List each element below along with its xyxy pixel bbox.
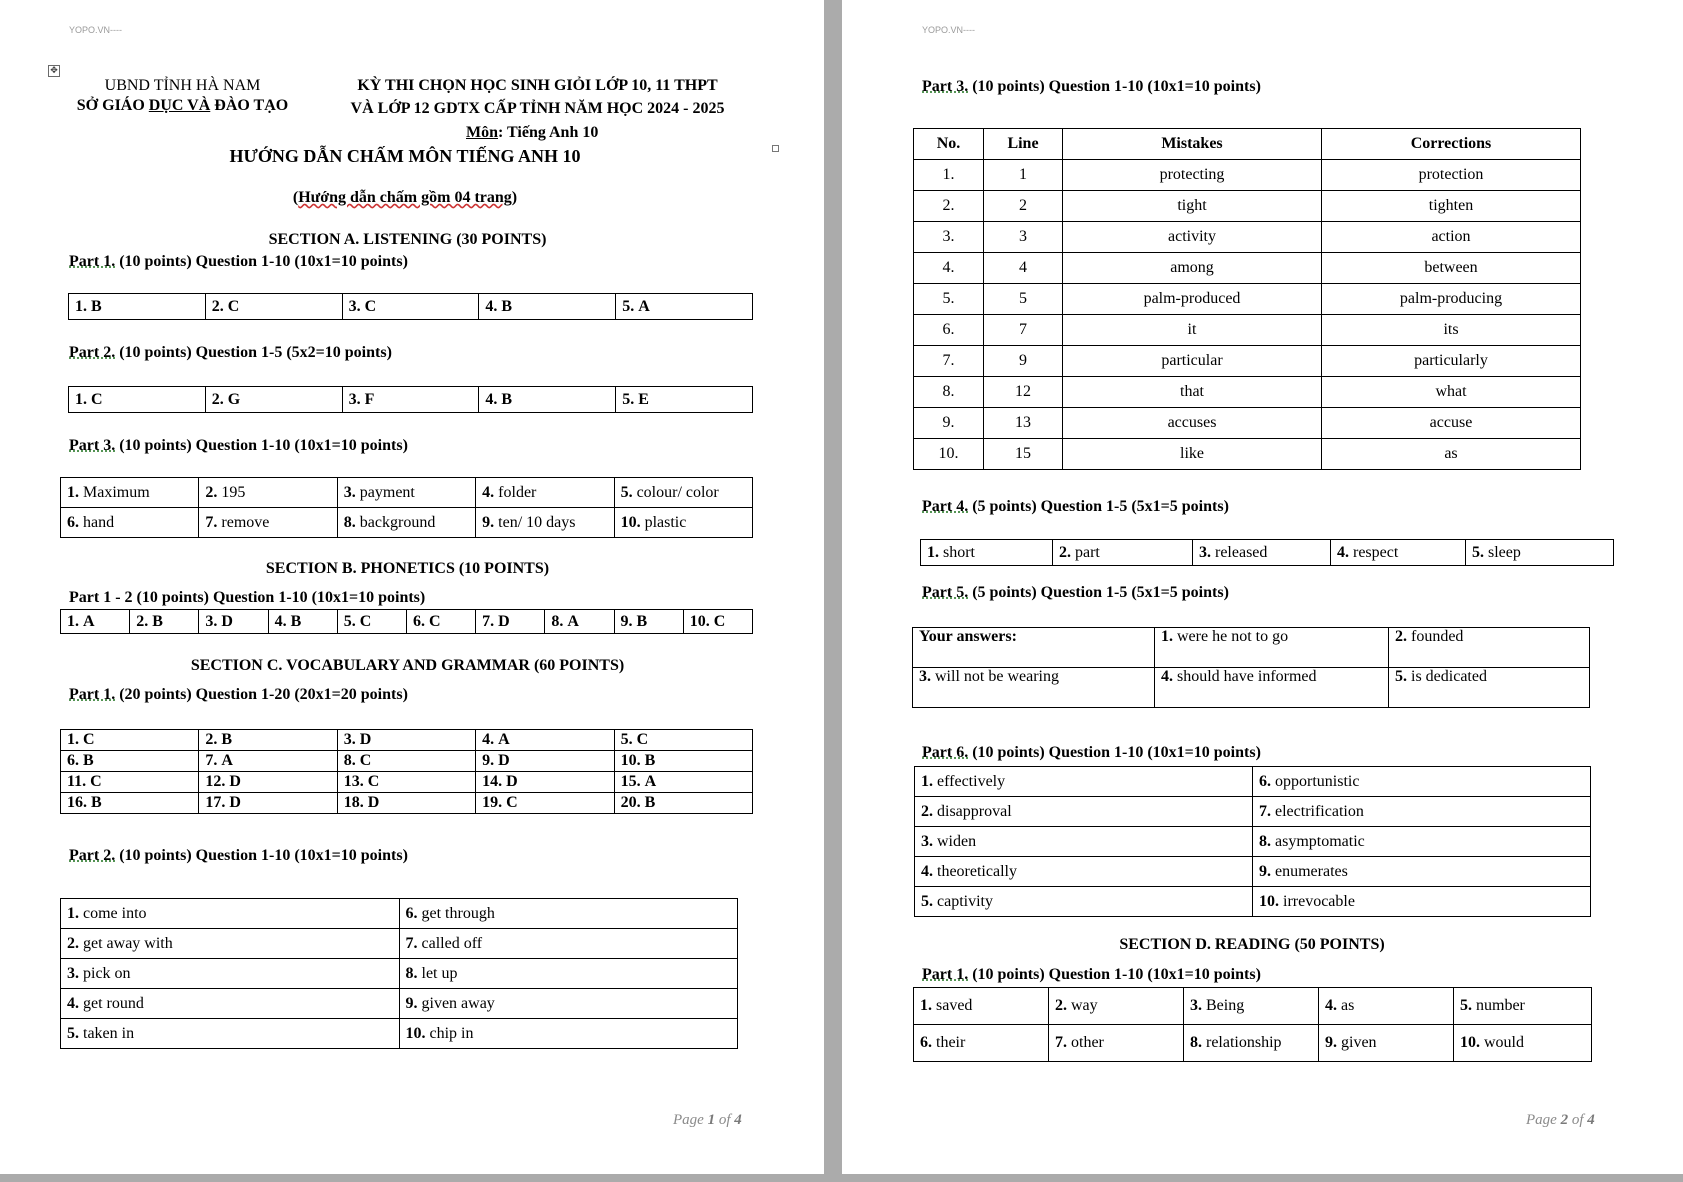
answer-cell: 9. given — [1319, 1025, 1454, 1062]
answer-cell: 5. sleep — [1466, 540, 1614, 566]
answer-cell: 5. number — [1454, 988, 1592, 1025]
table-row — [914, 284, 1581, 315]
table-row — [914, 439, 1581, 470]
section-a-part1-heading: Part 1. (10 points) Question 1-10 (10x1=10 points) — [69, 253, 408, 270]
section-b-heading: SECTION B. PHONETICS (10 POINTS) — [265, 560, 550, 577]
cell-no: 8. — [914, 377, 984, 408]
answer-cell: 2. founded — [1389, 628, 1590, 668]
answer-cell: 10. plastic — [614, 508, 752, 538]
cell-correction: particularly — [1322, 346, 1581, 377]
anchor-marker — [772, 145, 779, 152]
cell-no: 1. — [914, 160, 984, 191]
section-c-heading: SECTION C. VOCABULARY AND GRAMMAR (60 POINTS) — [190, 657, 625, 674]
column-header: Mistakes — [1063, 129, 1322, 160]
section-c-part6-heading: Part 6. (10 points) Question 1-10 (10x1=10 points) — [922, 744, 1261, 761]
answer-cell: 8. background — [337, 508, 475, 538]
section-c-part6-answers — [914, 766, 1591, 917]
answer-cell: 18. D — [337, 793, 475, 814]
answer-cell: 8. asymptomatic — [1253, 827, 1591, 857]
answer-cell: 9. given away — [399, 989, 738, 1019]
answer-cell: 5. C — [614, 730, 752, 751]
answer-cell: 6. B — [61, 751, 199, 772]
cell-correction: between — [1322, 253, 1581, 284]
answer-cell: 4. B — [479, 387, 616, 413]
answer-cell: 6. their — [914, 1025, 1049, 1062]
cell-correction: as — [1322, 439, 1581, 470]
answer-cell: 2. get away with — [61, 929, 400, 959]
answer-cell: 6. opportunistic — [1253, 767, 1591, 797]
section-a-part1-answers — [68, 293, 753, 320]
answer-cell: 10. would — [1454, 1025, 1592, 1062]
answer-cell: 1. effectively — [915, 767, 1253, 797]
section-a-part2-heading: Part 2. (10 points) Question 1-5 (5x2=10 points) — [69, 344, 392, 361]
answer-cell: 15. A — [614, 772, 752, 793]
answer-cell: 5. is dedicated — [1389, 668, 1590, 708]
answer-cell: 7. called off — [399, 929, 738, 959]
cell-mistake: like — [1063, 439, 1322, 470]
org-name-line1: UBND TỈNH HÀ NAM — [104, 77, 261, 94]
answer-cell: 5. E — [616, 387, 753, 413]
page-footer: Page 2 of 4 — [1526, 1112, 1595, 1128]
answer-cell: 11. C — [61, 772, 199, 793]
table-row — [914, 408, 1581, 439]
answer-cell: 4. as — [1319, 988, 1454, 1025]
answer-cell: 2. B — [199, 730, 337, 751]
cell-no: 2. — [914, 191, 984, 222]
answer-cell: 3. F — [342, 387, 479, 413]
answer-cell: 3. Being — [1184, 988, 1319, 1025]
answer-cell: 19. C — [476, 793, 614, 814]
answer-cell: 2. G — [205, 387, 342, 413]
answer-cell: 1. Maximum — [61, 478, 199, 508]
answer-cell: 14. D — [476, 772, 614, 793]
answer-cell: 3. released — [1193, 540, 1331, 566]
org-name-line2: SỞ GIÁO DỤC VÀ ĐÀO TẠO — [76, 97, 289, 114]
section-a-part2-answers — [68, 386, 753, 413]
cell-line: 4 — [984, 253, 1063, 284]
cell-no: 4. — [914, 253, 984, 284]
cell-mistake: it — [1063, 315, 1322, 346]
section-a-part3-heading: Part 3. (10 points) Question 1-10 (10x1=10 points) — [69, 437, 408, 454]
cell-line: 12 — [984, 377, 1063, 408]
answer-cell: 1. C — [61, 730, 199, 751]
section-c-part4-heading: Part 4. (5 points) Question 1-5 (5x1=5 points) — [922, 498, 1229, 515]
cell-correction: palm-producing — [1322, 284, 1581, 315]
table-row — [914, 253, 1581, 284]
answer-cell: 1. C — [69, 387, 206, 413]
section-c-part5-heading: Part 5. (5 points) Question 1-5 (5x1=5 points) — [922, 584, 1229, 601]
cell-line: 2 — [984, 191, 1063, 222]
answer-cell: 2. part — [1053, 540, 1193, 566]
cell-mistake: that — [1063, 377, 1322, 408]
answer-cell: 17. D — [199, 793, 337, 814]
cell-line: 15 — [984, 439, 1063, 470]
cell-no: 3. — [914, 222, 984, 253]
column-header: No. — [914, 129, 984, 160]
answer-cell: 6. get through — [399, 899, 738, 929]
answer-cell: 5. C — [337, 610, 406, 634]
answer-cell: 2. 195 — [199, 478, 337, 508]
cell-no: 5. — [914, 284, 984, 315]
cell-mistake: among — [1063, 253, 1322, 284]
section-c-part1-answers — [60, 729, 753, 814]
answer-cell: 4. B — [268, 610, 337, 634]
cell-line: 13 — [984, 408, 1063, 439]
cell-mistake: protecting — [1063, 160, 1322, 191]
cell-line: 5 — [984, 284, 1063, 315]
cell-correction: accuse — [1322, 408, 1581, 439]
answer-cell: 8. relationship — [1184, 1025, 1319, 1062]
section-c-part2-heading: Part 2. (10 points) Question 1-10 (10x1=10 points) — [69, 847, 408, 864]
column-header: Line — [984, 129, 1063, 160]
section-c-part1-heading: Part 1. (20 points) Question 1-20 (20x1=20 points) — [69, 686, 408, 703]
page-header: YOPO.VN---- — [69, 25, 122, 35]
section-d-part1-answers — [913, 987, 1592, 1062]
page-count-note: (Hướng dẫn chấm gồm 04 trang) — [292, 189, 518, 206]
cell-correction: its — [1322, 315, 1581, 346]
answer-cell: 1. saved — [914, 988, 1049, 1025]
table-row — [914, 346, 1581, 377]
answer-cell: 8. A — [545, 610, 614, 634]
subject-line: Môn: Tiếng Anh 10 — [466, 124, 599, 141]
table-row — [914, 160, 1581, 191]
answer-cell: 9. ten/ 10 days — [476, 508, 614, 538]
cell-mistake: activity — [1063, 222, 1322, 253]
section-d-part1-heading: Part 1. (10 points) Question 1-10 (10x1=10 points) — [922, 966, 1261, 983]
answer-cell: 9. enumerates — [1253, 857, 1591, 887]
answer-cell: 4. theoretically — [915, 857, 1253, 887]
answer-cell: 5. colour/ color — [614, 478, 752, 508]
answer-cell: 3. D — [199, 610, 268, 634]
table-row — [914, 315, 1581, 346]
section-c-part4-answers — [920, 539, 1614, 566]
answer-cell: 1. were he not to go — [1155, 628, 1389, 668]
answer-cell: 4. B — [479, 294, 616, 320]
section-b-part-heading: Part 1 - 2 (10 points) Question 1-10 (10x1=10 points) — [69, 589, 426, 606]
answer-cell: 7. A — [199, 751, 337, 772]
answer-cell: 16. B — [61, 793, 199, 814]
answer-cell: 2. B — [130, 610, 199, 634]
page-footer: Page 1 of 4 — [673, 1112, 742, 1128]
answer-cell: 12. D — [199, 772, 337, 793]
answer-cell: 6. C — [406, 610, 475, 634]
section-a-heading: SECTION A. LISTENING (30 POINTS) — [268, 231, 547, 248]
answer-cell: 8. C — [337, 751, 475, 772]
answer-cell: 5. A — [616, 294, 753, 320]
cell-line: 3 — [984, 222, 1063, 253]
answer-cell: 4. should have informed — [1155, 668, 1389, 708]
answer-cell: 4. folder — [476, 478, 614, 508]
answer-cell: 2. disapproval — [915, 797, 1253, 827]
answer-cell: 9. D — [476, 751, 614, 772]
table-row — [914, 377, 1581, 408]
table-row — [914, 191, 1581, 222]
cell-no: 10. — [914, 439, 984, 470]
cell-mistake: palm-produced — [1063, 284, 1322, 315]
cell-no: 9. — [914, 408, 984, 439]
answer-cell: 13. C — [337, 772, 475, 793]
cell-correction: protection — [1322, 160, 1581, 191]
answer-cell: 3. widen — [915, 827, 1253, 857]
section-c-part5-answers — [912, 627, 1590, 708]
cell-mistake: tight — [1063, 191, 1322, 222]
exam-title-line2: VÀ LỚP 12 GDTX CẤP TỈNH NĂM HỌC 2024 - 2025 — [350, 100, 725, 117]
section-b-answers — [60, 609, 753, 634]
answer-cell: 20. B — [614, 793, 752, 814]
page-1 — [0, 0, 824, 1174]
column-header: Corrections — [1322, 129, 1581, 160]
answer-cell: 1. B — [69, 294, 206, 320]
answer-cell: 1. A — [61, 610, 130, 634]
cell-no: 6. — [914, 315, 984, 346]
answer-cell: 2. way — [1049, 988, 1184, 1025]
answer-cell: 5. taken in — [61, 1019, 400, 1049]
answer-label: Your answers: — [913, 628, 1155, 668]
answer-cell: 3. will not be wearing — [913, 668, 1155, 708]
answer-cell: 7. D — [476, 610, 545, 634]
cell-no: 7. — [914, 346, 984, 377]
cell-mistake: accuses — [1063, 408, 1322, 439]
answer-cell: 3. C — [342, 294, 479, 320]
section-c-part3-table — [913, 128, 1581, 470]
cell-line: 1 — [984, 160, 1063, 191]
answer-cell: 3. pick on — [61, 959, 400, 989]
answer-cell: 10. C — [683, 610, 752, 634]
table-row — [914, 222, 1581, 253]
page-2 — [842, 0, 1683, 1174]
cell-correction: what — [1322, 377, 1581, 408]
cell-mistake: particular — [1063, 346, 1322, 377]
answer-cell: 4. A — [476, 730, 614, 751]
answer-cell: 7. electrification — [1253, 797, 1591, 827]
cell-line: 9 — [984, 346, 1063, 377]
answer-cell: 8. let up — [399, 959, 738, 989]
section-c-part2-answers — [60, 898, 738, 1049]
answer-cell: 10. B — [614, 751, 752, 772]
answer-cell: 1. short — [921, 540, 1053, 566]
answer-cell: 4. respect — [1331, 540, 1466, 566]
cell-line: 7 — [984, 315, 1063, 346]
section-a-part3-answers — [60, 477, 753, 538]
section-d-heading: SECTION D. READING (50 POINTS) — [1119, 936, 1385, 953]
section-c-part3-heading: Part 3. (10 points) Question 1-10 (10x1=10 points) — [922, 78, 1261, 95]
answer-cell: 7. remove — [199, 508, 337, 538]
cell-correction: tighten — [1322, 191, 1581, 222]
page-header: YOPO.VN---- — [922, 25, 975, 35]
answer-cell: 3. payment — [337, 478, 475, 508]
answer-cell: 7. other — [1049, 1025, 1184, 1062]
answer-cell: 6. hand — [61, 508, 199, 538]
answer-cell: 2. C — [205, 294, 342, 320]
answer-cell: 9. B — [614, 610, 683, 634]
answer-cell: 1. come into — [61, 899, 400, 929]
answer-cell: 10. irrevocable — [1253, 887, 1591, 917]
cell-correction: action — [1322, 222, 1581, 253]
document-title: HƯỚNG DẪN CHẤM MÔN TIẾNG ANH 10 — [229, 146, 581, 166]
exam-title-line1: KỲ THI CHỌN HỌC SINH GIỎI LỚP 10, 11 THPT — [357, 77, 718, 94]
answer-cell: 10. chip in — [399, 1019, 738, 1049]
answer-cell: 3. D — [337, 730, 475, 751]
answer-cell: 5. captivity — [915, 887, 1253, 917]
answer-cell: 4. get round — [61, 989, 400, 1019]
table-move-handle-icon[interactable]: ✥ — [48, 65, 60, 77]
